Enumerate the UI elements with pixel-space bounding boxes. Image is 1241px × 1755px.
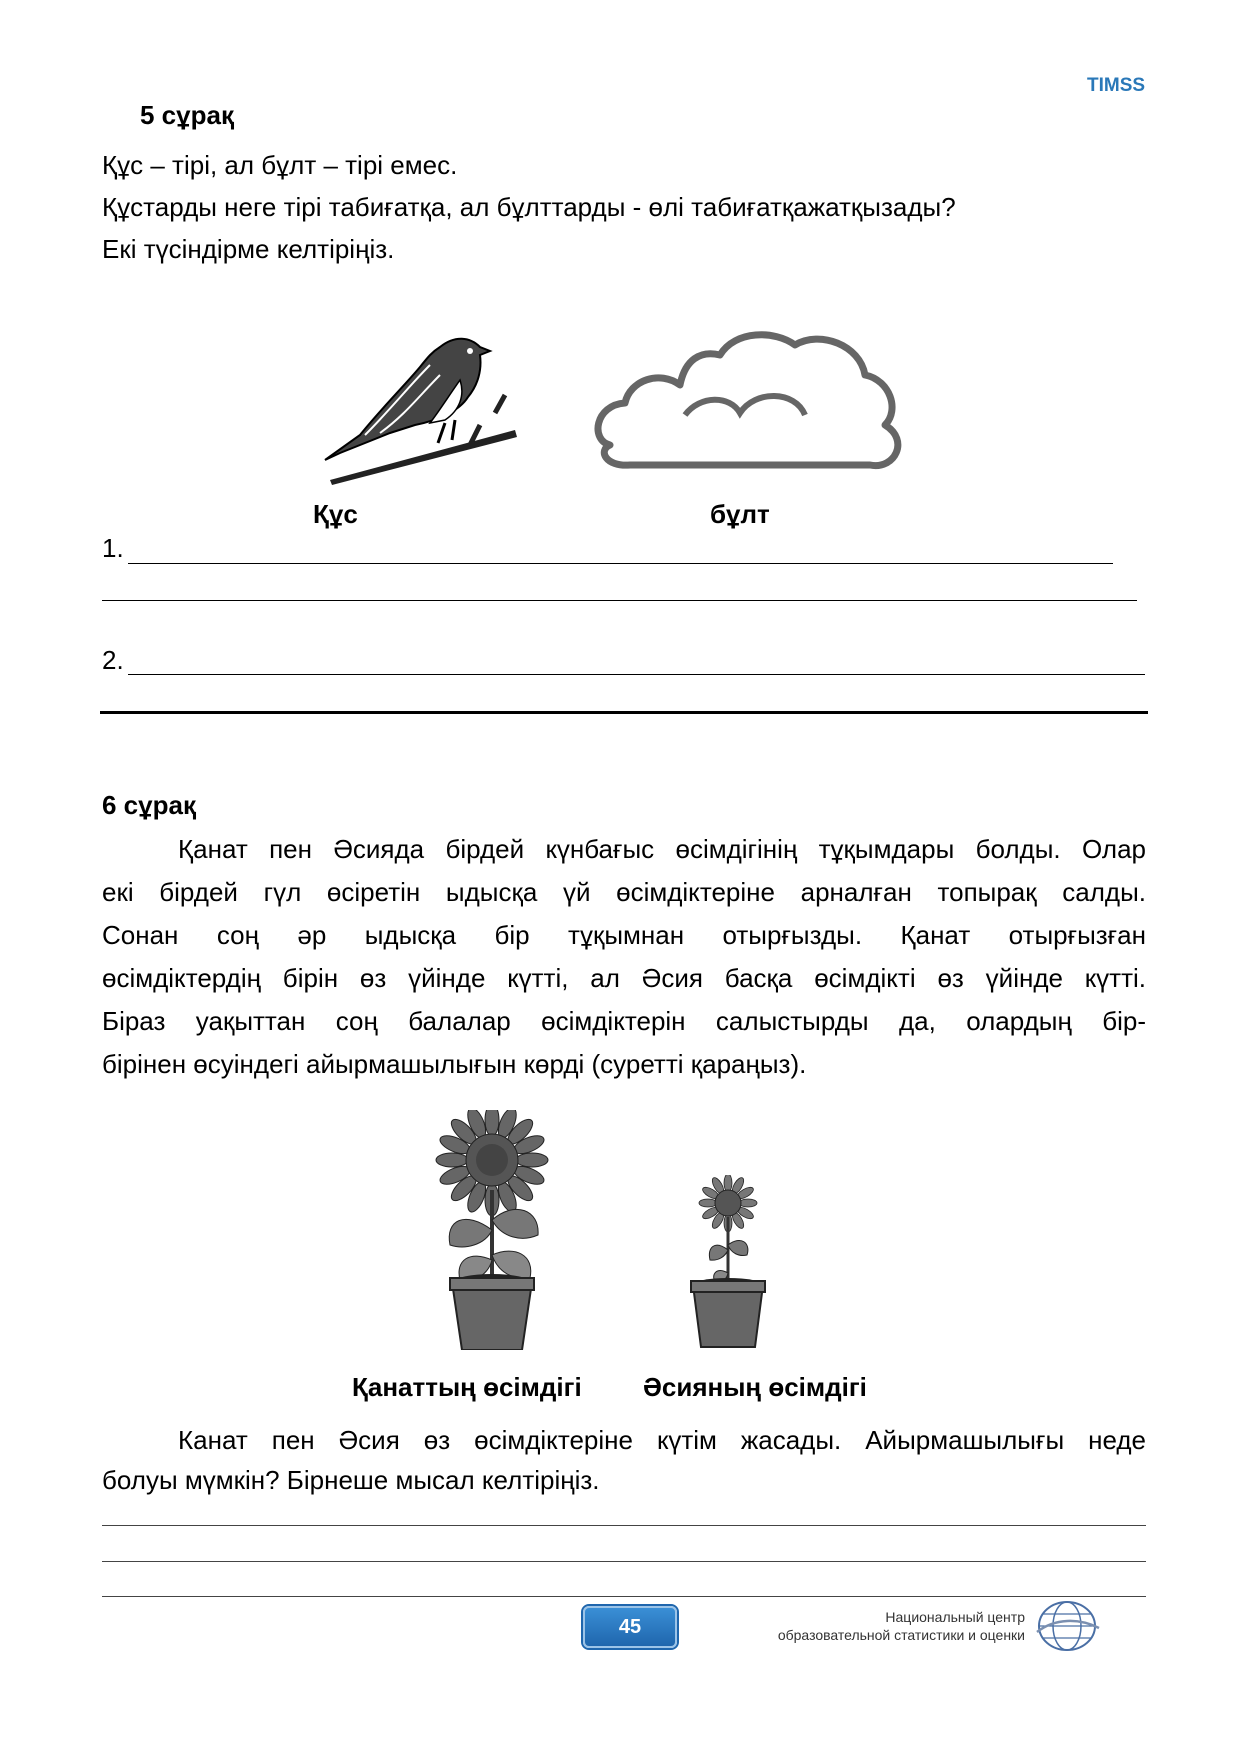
header-tag: TIMSS (1087, 75, 1146, 96)
caption-cloud: бұлт (710, 499, 770, 529)
q5-line-1: Құс – тірі, ал бұлт – тірі емес. (102, 150, 458, 180)
q6-para-line-2: екі бірдей гүл өсіретін ыдысқа үй өсімдіктеріне арналған топырақ салды. (102, 877, 1146, 907)
question-5-title: 5 сұрақ (140, 100, 234, 130)
q5-line-2: Құстарды неге тірі табиғатқа, ал бұлттарды - өлі табиғатқажатқызады? (102, 192, 956, 222)
answer-2-line[interactable] (128, 674, 1145, 675)
caption-kanat-plant: Қанаттың өсімдігі (352, 1372, 582, 1402)
q6-answer-line-3[interactable] (102, 1596, 1146, 1597)
caption-asiya-plant: Әсияның өсімдігі (643, 1372, 867, 1402)
q6-question-line-2: болуы мүмкін? Бірнеше мысал келтіріңіз. (102, 1465, 600, 1495)
q6-para-line-6: бірінен өсуіндегі айырмашылығын көрді (суретті қараңыз). (102, 1049, 807, 1079)
q6-answer-line-2[interactable] (102, 1561, 1146, 1562)
q5-line-3: Екі түсіндірме келтіріңіз. (102, 234, 395, 264)
footer-org-line-2: образовательной статистики и оценки (777, 1627, 1025, 1643)
caption-bird: Құс (313, 499, 358, 529)
footer-org-line-1: Национальный центр (885, 1609, 1025, 1625)
globe-logo-icon (1035, 1598, 1101, 1654)
q6-question-line-1: Канат пен Әсия өз өсімдіктеріне күтім жасады. Айырмашылығы неде (178, 1425, 1146, 1455)
asiya-plant-illustration (685, 1175, 775, 1350)
q6-para-line-1: Қанат пен Әсияда бірдей күнбағыс өсімдігінің тұқымдары болды. Олар (178, 834, 1146, 864)
cloud-illustration (590, 325, 910, 475)
page-number-badge: 45 (583, 1606, 677, 1648)
answer-1-line[interactable] (128, 563, 1113, 564)
q6-para-line-5: Біраз уақыттан соң балалар өсімдіктерін салыстырды да, олардың бір- (102, 1006, 1146, 1036)
q6-answer-line-1[interactable] (102, 1525, 1146, 1526)
q6-para-line-4: өсімдіктердің бірін өз үйінде күтті, ал Әсия басқа өсімдікті өз үйінде күтті. (102, 963, 1146, 993)
answer-2-label: 2. (102, 645, 124, 675)
answer-2-line-2[interactable] (100, 711, 1148, 714)
answer-1-label: 1. (102, 533, 124, 563)
q6-para-line-3: Сонан соң әр ыдысқа бір тұқымнан отырғызды. Қанат отырғызған (102, 920, 1146, 950)
footer-organization (760, 1608, 1025, 1644)
bird-illustration (320, 325, 520, 485)
question-6-title: 6 сұрақ (102, 790, 196, 820)
answer-1-line-2[interactable] (102, 600, 1137, 601)
kanat-plant-illustration (430, 1110, 560, 1350)
